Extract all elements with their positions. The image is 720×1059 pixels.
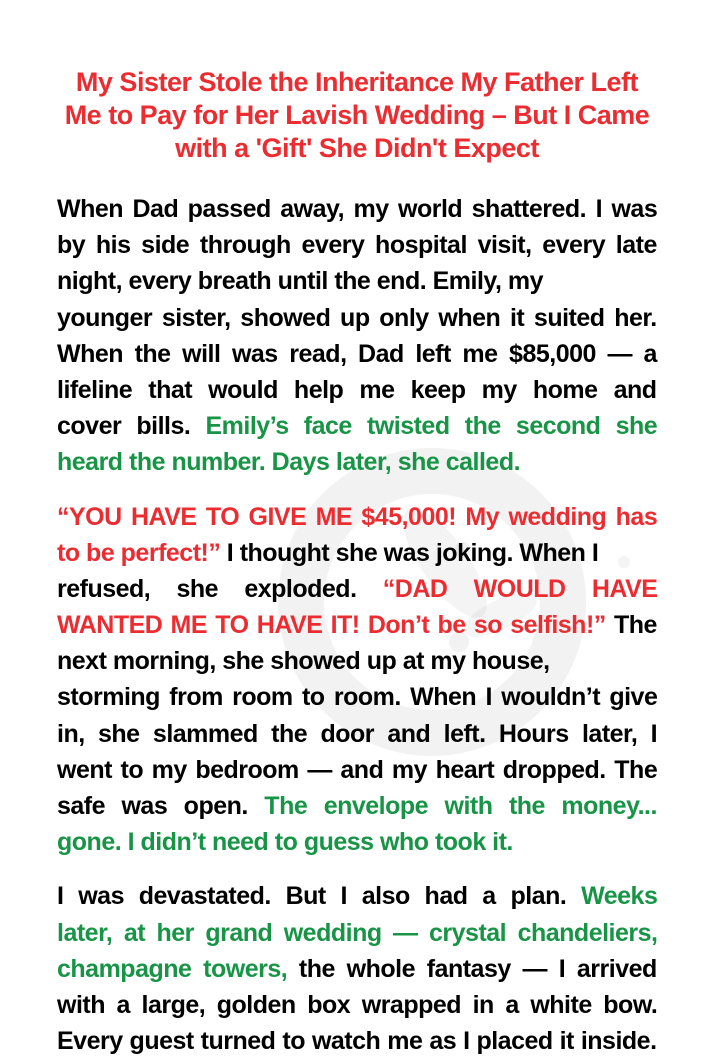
text-segment-red: WANTED ME TO HAVE IT! Don’t be so selfish!” (57, 611, 614, 640)
story-paragraph (57, 878, 657, 1059)
story-line (57, 679, 657, 715)
story-line (57, 878, 657, 914)
text-segment-green: Weeks (581, 882, 658, 911)
story-line (57, 788, 657, 824)
story-line (57, 752, 657, 788)
text-segment-black: I thought she was joking. When I (226, 538, 599, 567)
text-segment-red: “DAD WOULD HAVE (382, 574, 658, 603)
text-segment-black: lifeline that would help me keep my home and (57, 375, 657, 404)
story-line (57, 336, 657, 372)
text-segment-red: “YOU HAVE TO GIVE ME $45,000! My wedding has (57, 502, 658, 531)
text-segment-green: Emily’s face twisted the second she (205, 412, 658, 441)
text-segment-green: heard the number. Days later, she called. (57, 448, 521, 477)
text-segment-black: with a large, golden box wrapped in a white bow. (57, 990, 658, 1019)
story-content (57, 66, 657, 1059)
text-segment-black: The (614, 611, 657, 640)
story-line (57, 444, 657, 480)
text-segment-black: night, every breath until the end. Emily, my (57, 267, 543, 296)
story-line (57, 191, 657, 227)
title-line: Me to Pay for Her Lavish Wedding – But I Came (64, 100, 650, 130)
text-segment-green: champagne towers, (57, 954, 299, 983)
text-segment-black: safe was open. (57, 792, 265, 820)
text-segment-green: later, at her grand wedding — crystal chandeliers, (57, 918, 658, 947)
story-line (57, 824, 657, 860)
text-segment-black: refused, she exploded. (57, 574, 383, 603)
story-line (57, 643, 657, 679)
story-line (57, 607, 657, 643)
story-line (57, 951, 657, 987)
story-line (57, 716, 657, 752)
story-line (57, 915, 657, 951)
story-paragraph (57, 191, 657, 481)
text-segment-black: the whole fantasy — I arrived (298, 954, 657, 983)
text-segment-black: next morning, she showed up at my house, (57, 647, 550, 676)
story-title (57, 66, 657, 165)
title-line: with a 'Gift' She Didn't Expect (175, 133, 539, 163)
text-segment-black: in, she slammed the door and left. Hours later, I (57, 719, 658, 748)
text-segment-black: Every guest turned to watch me as I placed it inside. (57, 1027, 657, 1056)
story-line (57, 300, 657, 336)
story-line (57, 535, 657, 571)
text-segment-black: younger sister, showed up only when it suited her. (57, 303, 657, 332)
story-line (57, 227, 657, 263)
story-line (57, 571, 657, 607)
story-line (57, 408, 657, 444)
text-segment-black: went to my bedroom — and my heart dropped. The (57, 755, 658, 784)
text-segment-green: The envelope with the money... (264, 792, 657, 820)
text-segment-black: storming from room to room. When I wouldn’t give (57, 683, 658, 712)
text-segment-black: cover bills. (57, 412, 206, 441)
text-segment-black: When Dad passed away, my world shattered. I was (57, 195, 658, 223)
story-line (57, 499, 657, 535)
story-paragraph (57, 499, 657, 861)
text-segment-black: by his side through every hospital visit, every late (57, 231, 657, 260)
text-segment-black: When the will was read, Dad left me $85,000 — a (57, 339, 657, 368)
title-line: My Sister Stole the Inheritance My Father Left (75, 67, 639, 97)
text-segment-black: I was devastated. But I also had a plan. (57, 882, 582, 911)
text-segment-green: gone. I didn’t need to guess who took it. (57, 828, 513, 857)
story-line (57, 987, 657, 1023)
story-line (57, 372, 657, 408)
story-body (57, 191, 657, 1059)
story-line-clipped (57, 1023, 657, 1059)
text-segment-red: to be perfect!” (57, 538, 227, 567)
story-line (57, 263, 657, 299)
